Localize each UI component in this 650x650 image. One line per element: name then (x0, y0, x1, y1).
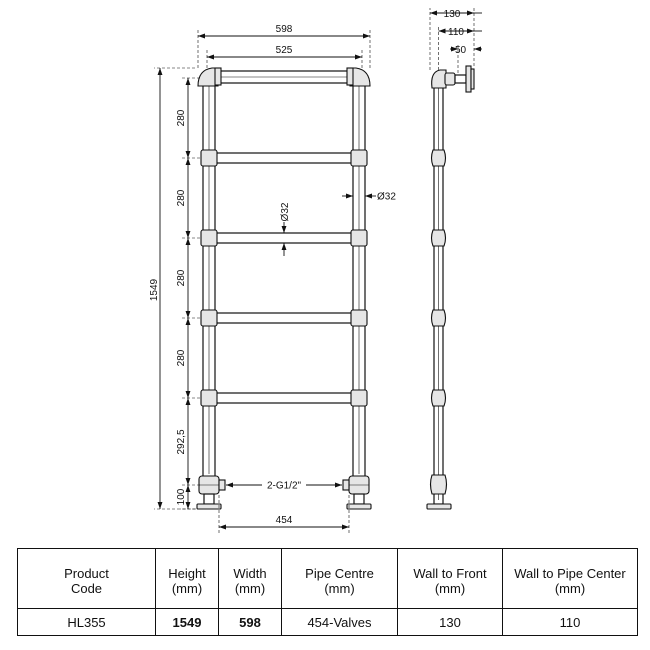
rail-2 (201, 150, 367, 166)
rail-diameter-label: Ø32 (280, 202, 291, 222)
dim-pipe-centre (219, 495, 349, 535)
rail-spacing-1-label: 280 (176, 109, 187, 127)
pipe-centre-label: 454 (275, 515, 293, 526)
left-foot (197, 494, 221, 509)
cell-pipe-centre: 454-Valves (282, 609, 398, 636)
top-rail (198, 68, 370, 86)
right-foot (347, 494, 371, 509)
front-view (197, 68, 371, 509)
dim-rail-diameter (280, 202, 291, 256)
spec-data-row (18, 609, 638, 636)
foot-height-label: 100 (176, 488, 187, 506)
bracket-depth-label: 50 (455, 45, 467, 56)
wall-to-pipe-label: 110 (448, 27, 464, 38)
dim-wall-to-front (430, 8, 482, 70)
rail-5 (201, 390, 367, 406)
right-upright (353, 82, 365, 477)
dim-rail-spacing-chain (176, 78, 200, 509)
header-pipe-centre: Pipe Centre (mm) (282, 549, 398, 609)
spec-header-row (18, 549, 638, 609)
right-valve (343, 476, 369, 494)
left-valve (199, 476, 225, 494)
rail-spacing-3-label: 280 (176, 269, 187, 287)
header-wall-to-pipe-center: Wall to Pipe Center (mm) (503, 549, 638, 609)
header-wall-to-front: Wall to Front (mm) (398, 549, 503, 609)
inner-width-label: 525 (275, 45, 293, 56)
cell-wall-to-pipe-center: 110 (503, 609, 638, 636)
valve-connection-label: 2-G1/2" (266, 480, 302, 492)
dim-inner-width (207, 45, 362, 68)
header-height: Height (mm) (156, 549, 219, 609)
spec-table (17, 548, 638, 636)
header-width: Width (mm) (219, 549, 282, 609)
header-product-code: Product Code (18, 549, 156, 609)
left-upright (203, 82, 215, 477)
overall-height-label: 1549 (149, 278, 160, 302)
dim-valve-connection (226, 481, 342, 492)
rail-4 (201, 310, 367, 326)
side-view (427, 66, 474, 509)
dim-upright-diameter (342, 192, 396, 203)
cell-width: 598 (219, 609, 282, 636)
overall-width-label: 598 (275, 24, 293, 35)
upright-diameter-label: Ø32 (377, 191, 396, 203)
wall-bracket (432, 66, 474, 92)
cell-wall-to-front: 130 (398, 609, 503, 636)
cell-product-code: HL355 (18, 609, 156, 636)
cell-height: 1549 (156, 609, 219, 636)
wall-to-front-label: 130 (443, 9, 461, 20)
bottom-rail-spacing-label: 292,5 (176, 429, 187, 455)
rail-spacing-4-label: 280 (176, 349, 187, 367)
rail-spacing-2-label: 280 (176, 189, 187, 207)
